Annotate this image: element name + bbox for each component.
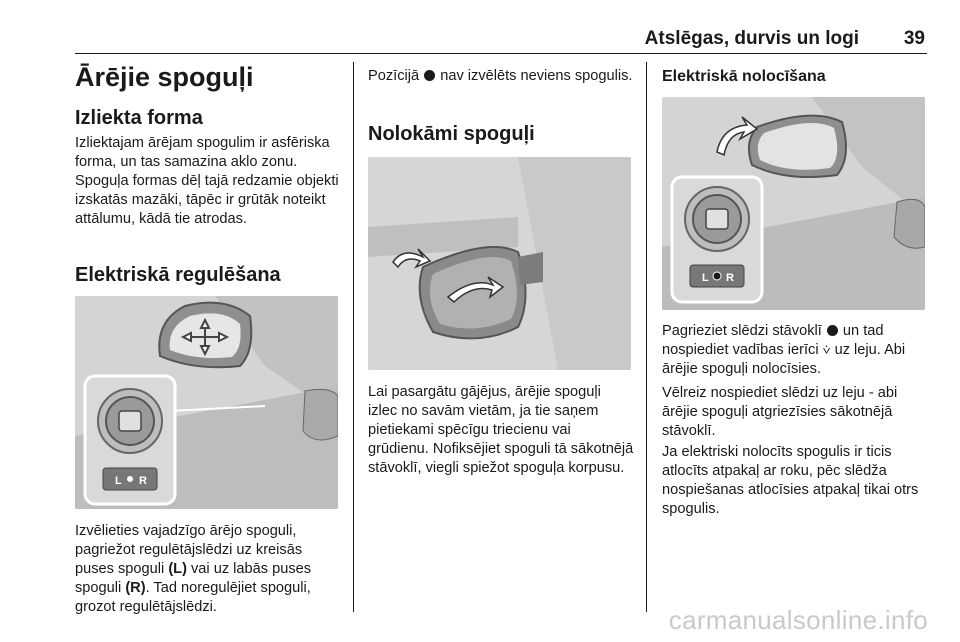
- position-dot-icon: [424, 70, 435, 81]
- subsection-electric-folding: Elektriskā nolocīšana: [662, 68, 826, 85]
- fold-control-icon: ⩒: [822, 343, 831, 358]
- electric-adjustment-text: Izvēlieties vajadzīgo ārējo spoguli, pagriežot regulētājslēdzi uz kreisās puses spoguli (L) vai uz labās puses spoguli (R). Tad noregulējiet spoguli, grozot regulētājslēdzi.: [75, 523, 312, 615]
- folding-mirror-illustration: [368, 157, 631, 370]
- page-header: [75, 26, 927, 54]
- watermark: carmanualsonline.info: [668, 605, 928, 635]
- electric-folding-drawing: [662, 97, 925, 310]
- section-title: Ārējie spoguļi: [75, 62, 254, 92]
- folding-mirror-drawing: [368, 157, 631, 370]
- convex-shape-text: Izliektajam ārējam spogulim ir asfēriska forma, un tas samazina aklo zonu. Spoguļa formas dēļ tajā redzamie objekti izskatās mazāki, tāpēc ir grūtāk noteikt attālumu, kādā tie atrodas.: [75, 135, 339, 227]
- switch-right-label: R: [139, 475, 147, 487]
- chapter-title: Atslēgas, durvis un logi: [644, 28, 859, 49]
- mirror-adjustment-illustration: [75, 296, 338, 509]
- folding-mirrors-text: Lai pasargātu gājējus, ārējie spoguļi izlec no savām vietām, ja tie saņem pietiekami spēcīgu triecienu vai grūdienu. Nofiksējiet spoguli tā sākotnējā stāvoklī, viegli spiežot spoguļa korpusu.: [368, 384, 634, 476]
- mirror-adjustment-drawing: [75, 296, 338, 509]
- position-dot-icon: [827, 325, 838, 336]
- page-number: 39: [903, 28, 925, 49]
- subsection-convex-shape: Izliekta forma: [75, 107, 203, 129]
- switch-right-label: R: [726, 272, 734, 284]
- electric-folding-text-3: Ja elektriski nolocīts spogulis ir ticis atlocīts atpakaļ ar roku, pēc slēdža nospiešanas atlocīsies atpakaļ tikai otrs spogulis.: [662, 444, 919, 517]
- switch-left-label: L: [702, 272, 709, 284]
- column-divider-2: [646, 62, 647, 612]
- electric-folding-text-2: Vēlreiz nospiediet slēdzi uz leju - abi ārējie spoguļi atgriezīsies sākotnējā stāvoklī.: [662, 385, 898, 439]
- no-mirror-selected-text: Pozīcijā nav izvēlēts neviens spogulis.: [368, 68, 633, 84]
- subsection-folding-mirrors: Nolokāmi spoguļi: [368, 123, 535, 145]
- electric-folding-text-1: Pagrieziet slēdzi stāvoklī un tad nospiediet vadības ierīci ⩒ uz leju. Abi ārējie spoguļi nolocīsies.: [662, 323, 906, 377]
- subsection-electric-adjustment: Elektriskā regulēšana: [75, 264, 281, 286]
- switch-left-label: L: [115, 475, 122, 487]
- column-divider-1: [353, 62, 354, 612]
- electric-folding-illustration: [662, 97, 925, 310]
